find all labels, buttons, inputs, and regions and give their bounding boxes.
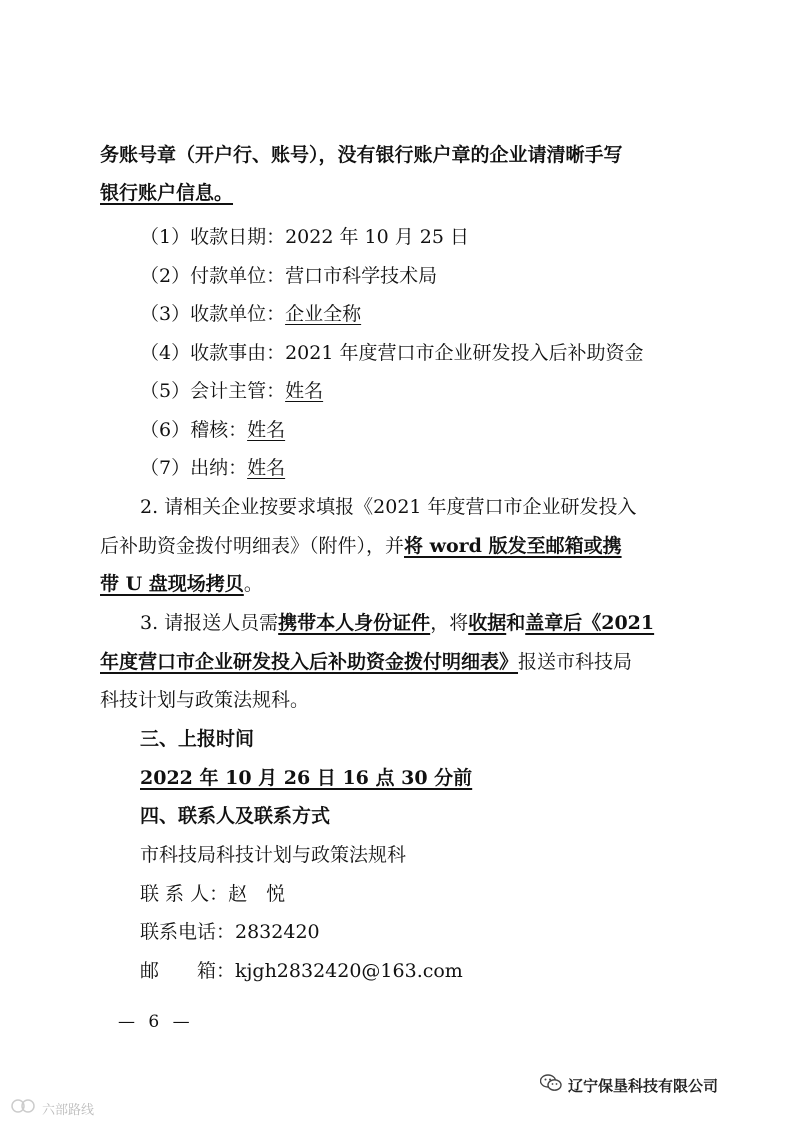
paragraph-line: 2. 请相关企业按要求填报《2021 年度营口市企业研发投入: [140, 496, 637, 518]
paragraph-line: 科技计划与政策法规科。: [100, 689, 310, 711]
contact-phone: 联系电话：2832420: [140, 921, 320, 943]
contact-email: 邮 箱：kjgh2832420@163.com: [140, 960, 463, 982]
list-item: （5）会计主管：姓名: [140, 380, 324, 402]
watermark-wechat: 辽宁保垦科技有限公司: [540, 1074, 718, 1096]
contact-person: 联 系 人：赵 悦: [140, 883, 286, 905]
section-heading: 三、上报时间: [140, 728, 255, 750]
paragraph-line: 银行账户信息。: [100, 182, 234, 204]
paragraph-line: 务账号章（开户行、账号），没有银行账户章的企业请清晰手写: [100, 144, 623, 166]
contact-department: 市科技局科技计划与政策法规科: [140, 844, 407, 866]
wechat-icon: [540, 1074, 562, 1096]
section-heading: 四、联系人及联系方式: [140, 805, 331, 827]
watermark-source: 六部路线: [10, 1098, 94, 1118]
list-item: （4）收款事由：2021 年度营口市企业研发投入后补助资金: [140, 342, 644, 364]
list-item: （6）稽核：姓名: [140, 419, 286, 441]
list-item: （3）收款单位：企业全称: [140, 303, 362, 325]
paragraph-line: 后补助资金拨付明细表》（附件），并将 word 版发至邮箱或携: [100, 535, 622, 557]
list-item: （1）收款日期：2022 年 10 月 25 日: [140, 226, 469, 248]
page-number: — 6 —: [118, 1012, 194, 1032]
list-item: （7）出纳：姓名: [140, 457, 286, 479]
paragraph-line: 带 U 盘现场拷贝。: [100, 573, 263, 595]
paragraph-line: 3. 请报送人员需携带本人身份证件，将收据和盖章后《2021: [140, 612, 655, 634]
logo-icon: [10, 1098, 38, 1118]
list-item: （2）付款单位：营口市科学技术局: [140, 265, 438, 287]
deadline-text: 2022 年 10 月 26 日 16 点 30 分前: [140, 767, 473, 789]
paragraph-line: 年度营口市企业研发投入后补助资金拨付明细表》报送市科技局: [100, 651, 633, 673]
